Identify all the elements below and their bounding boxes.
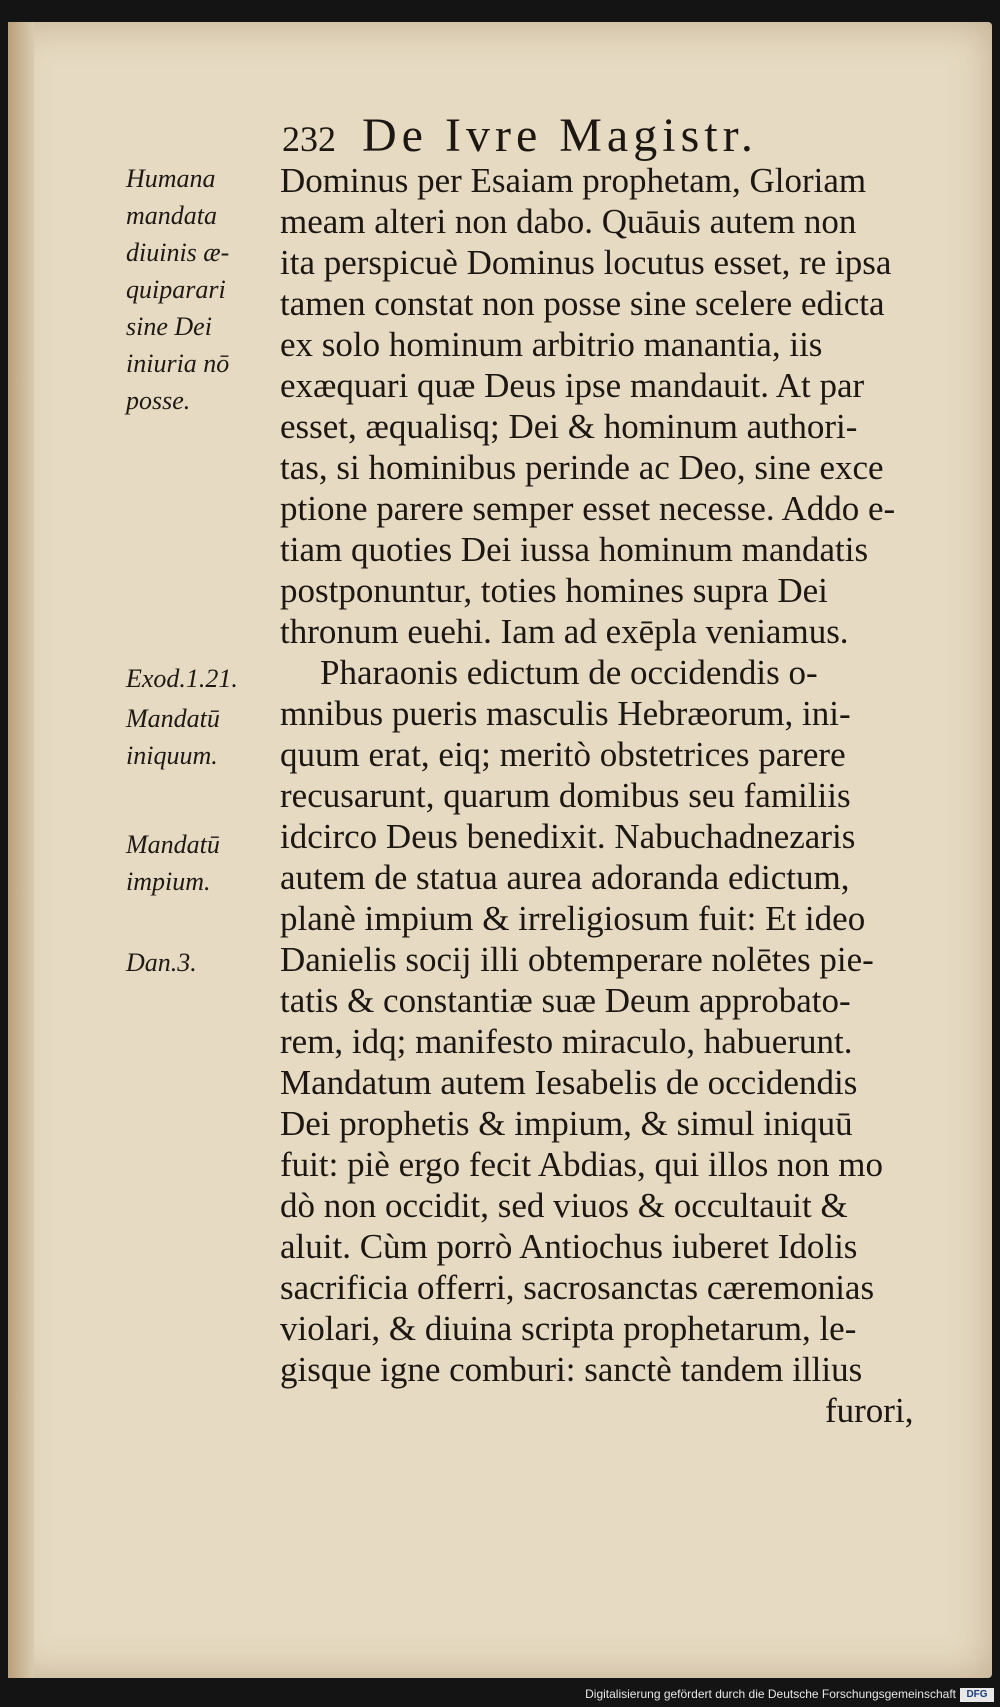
running-title: De Ivre Magistr. — [362, 109, 758, 162]
text-line: violari, & diuina scripta prophetarum, le- — [280, 1309, 857, 1348]
footer-bar — [0, 1684, 1000, 1707]
text-line: tiam quoties Dei iussa hominum mandatis — [280, 530, 869, 569]
margin-note: Exod.1.21. — [126, 664, 238, 693]
text-line: Dei prophetis & impium, & simul iniquū — [280, 1104, 853, 1143]
text-line: rem, idq; manifesto miraculo, habuerunt. — [280, 1022, 853, 1061]
text-line: idcirco Deus benedixit. Nabuchadnezaris — [280, 817, 856, 856]
margin-note: Mandatū iniquum. — [126, 704, 220, 770]
text-line: fuit: piè ergo fecit Abdias, qui illos non mo — [280, 1145, 884, 1184]
text-line: meam alteri non dabo. Quāuis autem non — [280, 202, 857, 241]
text-line: quum erat, eiq; meritò obstetrices parere — [280, 735, 846, 774]
text-line: dò non occidit, sed viuos & occultauit & — [280, 1186, 848, 1225]
text-line: Danielis socij illi obtemperare nolētes pie- — [280, 940, 874, 979]
text-line: ptione parere semper esset necesse. Addo e- — [280, 489, 896, 528]
text-line: aluit. Cùm porrò Antiochus iuberet Idolis — [280, 1227, 858, 1266]
text-line: sacrificia offerri, sacrosanctas cæremonias — [280, 1268, 875, 1307]
text-line: Pharaonis edictum de occidendis o- — [320, 653, 818, 692]
text-line: tatis & constantiæ suæ Deum approbato- — [280, 981, 851, 1020]
text-line: esset, æqualisq; Dei & hominum authori- — [280, 407, 858, 446]
margin-note: Humana mandata diuinis æ- quiparari sine Dei iniuria nō posse. — [126, 164, 230, 415]
text-line: ita perspicuè Dominus locutus esset, re ipsa — [280, 243, 892, 282]
text-line: exæquari quæ Deus ipse mandauit. At par — [280, 366, 865, 405]
margin-note: Dan.3. — [126, 948, 197, 977]
text-line: postponuntur, toties homines supra Dei — [280, 571, 828, 610]
text-line: recusarunt, quarum domibus seu familiis — [280, 776, 851, 815]
catchword: furori, — [825, 1391, 914, 1430]
text-line: autem de statua aurea adoranda edictum, — [280, 858, 850, 897]
text-line: ex solo hominum arbitrio manantia, iis — [280, 325, 823, 364]
text-line: mnibus pueris masculis Hebræorum, ini- — [280, 694, 851, 733]
text-line: tas, si hominibus perinde ac Deo, sine exce — [280, 448, 884, 487]
margin-note: Mandatū impium. — [126, 830, 220, 896]
text-line: planè impium & irreligiosum fuit: Et ideo — [280, 899, 866, 938]
page-header — [282, 108, 758, 163]
text-line: Mandatum autem Iesabelis de occidendis — [280, 1063, 858, 1102]
page-edge — [8, 22, 34, 1678]
funding-credit[interactable]: Digitalisierung gefördert durch die Deutsche Forschungsgemeinschaft — [585, 1687, 956, 1701]
text-line: thronum euehi. Iam ad exēpla veniamus. — [280, 612, 849, 651]
text-line: tamen constat non posse sine scelere edicta — [280, 284, 885, 323]
text-line: gisque igne comburi: sanctè tandem illius — [280, 1350, 863, 1389]
text-line: Dominus per Esaiam prophetam, Gloriam — [280, 161, 867, 200]
dfg-logo-icon[interactable]: DFG — [960, 1688, 994, 1702]
page-number: 232 — [282, 119, 336, 159]
